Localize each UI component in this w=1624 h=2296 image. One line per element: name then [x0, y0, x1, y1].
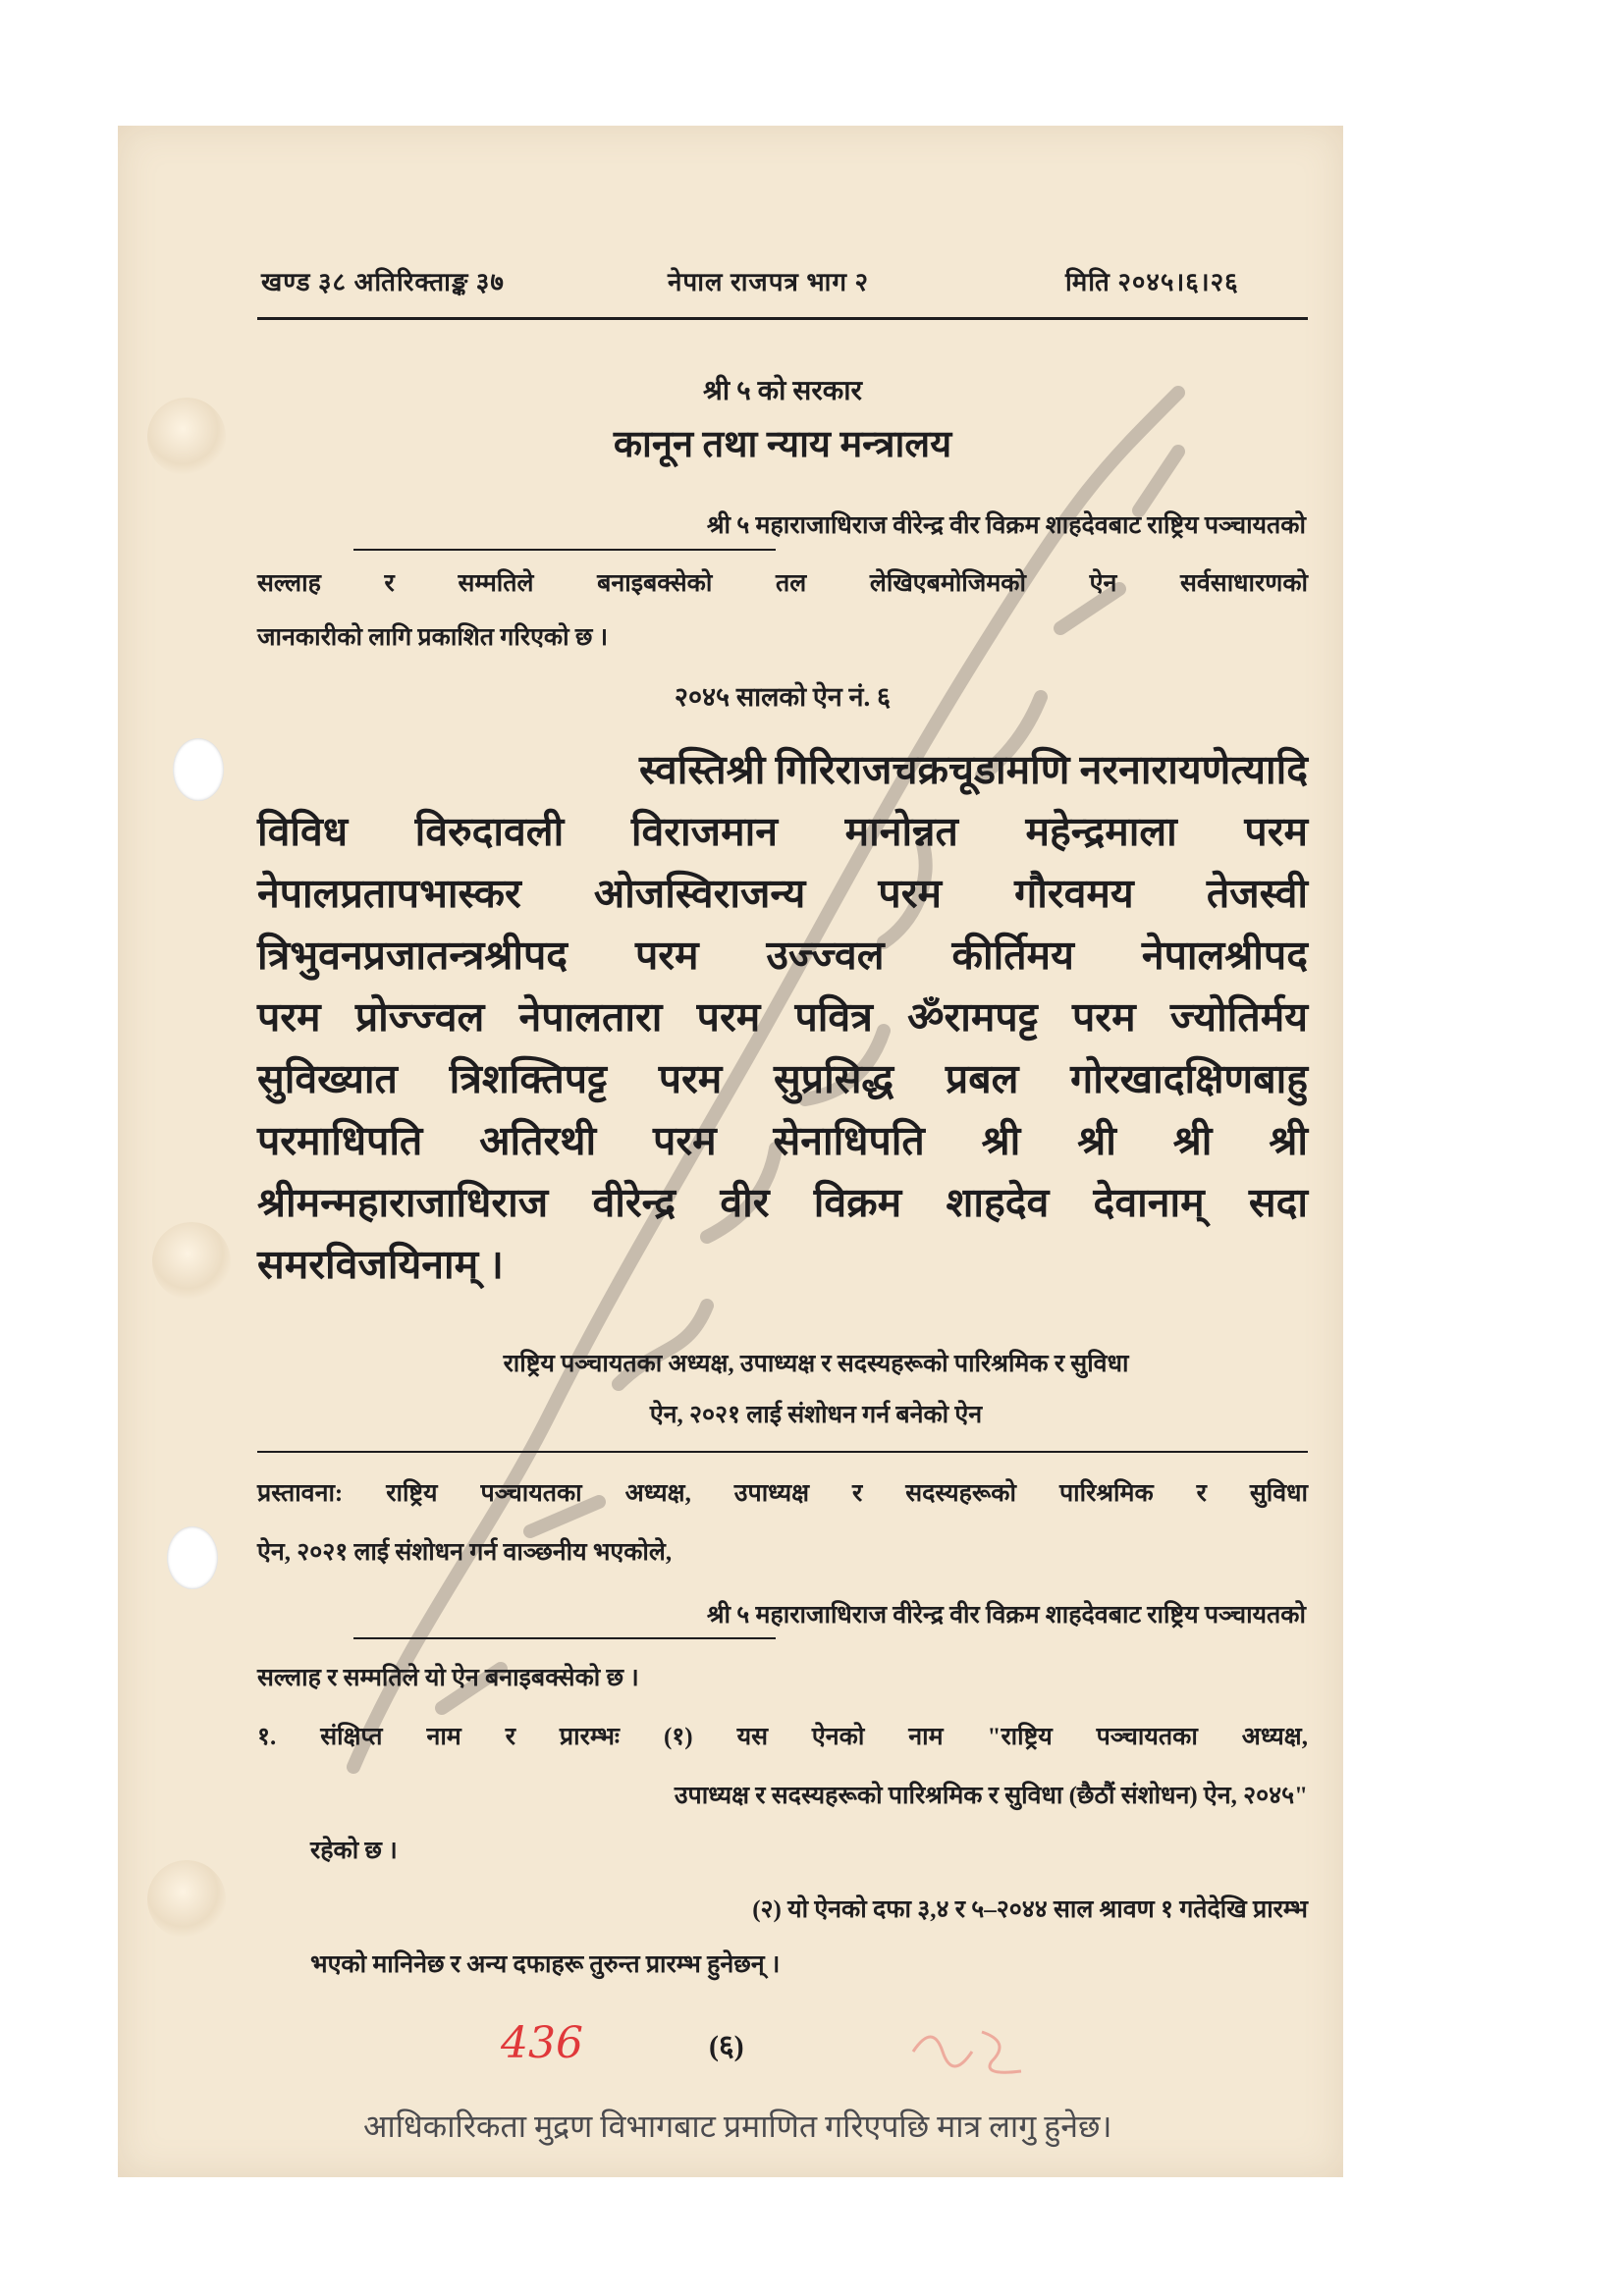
section-1-sub2-line: भएको मानिनेछ र अन्य दफाहरू तुरुन्त प्रारम्भ हुनेछन् । [310, 1951, 781, 1978]
government-heading: श्री ५ को सरकार [703, 376, 862, 406]
intro-line: जानकारीको लागि प्रकाशित गरिएको छ । [257, 624, 609, 651]
section-rule [257, 1451, 1308, 1453]
paper-dimple [152, 1222, 231, 1301]
invocation-line: समरविजयिनाम् । [257, 1242, 504, 1287]
section-1-line: उपाध्यक्ष र सदस्यहरूको पारिश्रमिक र सुविधा (छैठौं संशोधन) ऐन, २०४५" [674, 1783, 1308, 1809]
act-title: राष्ट्रिय पञ्चायतका अध्यक्ष, उपाध्यक्ष र सदस्यहरूको पारिश्रमिक र सुविधा [503, 1351, 1129, 1377]
invocation-line: श्रीमन्महाराजाधिराज वीरेन्द्र वीर विक्रम शाहदेव देवानाम् सदा [257, 1180, 1308, 1225]
enactment-line: श्री ५ महाराजाधिराज वीरेन्द्र वीर विक्रम शाहदेवबाट राष्ट्रिय पञ्चायतको [706, 1602, 1306, 1629]
invocation-line: त्रिभुवनप्रजातन्त्रश्रीपद परम उज्ज्वल कीर्तिमय नेपालश्रीपद [257, 933, 1308, 978]
invocation-line: नेपालप्रतापभास्कर ओजस्विराजन्य परम गौरवमय तेजस्वी [257, 871, 1308, 916]
preamble-line: प्रस्तावना: राष्ट्रिय पञ्चायतका अध्यक्ष, उपाध्यक्ष र सदस्यहरूको पारिश्रमिक र सुविधा [257, 1480, 1308, 1507]
ministry-heading: कानून तथा न्याय मन्त्रालय [613, 424, 952, 465]
page-number: (६) [709, 2030, 744, 2062]
invocation-line: विविध विरुदावली विराजमान मानोन्नत महेन्द्रमाला परम [257, 809, 1308, 854]
gazette-volume: खण्ड ३८ अतिरिक्ताङ्क ३७ [261, 268, 505, 296]
paper-dimple [147, 1860, 226, 1939]
faint-handwriting [903, 2012, 1051, 2081]
underline [353, 1637, 776, 1639]
gazette-name: नेपाल राजपत्र भाग २ [668, 268, 870, 296]
invocation-line: सुविख्यात त्रिशक्तिपट्ट परम सुप्रसिद्ध प्रबल गोरखादक्षिणबाहु [257, 1056, 1308, 1101]
invocation-line: स्वस्तिश्री गिरिराजचक्रचूडामणि नरनारायणेत्यादि [638, 747, 1308, 792]
invocation-line: परम प्रोज्ज्वल नेपालतारा परम पवित्र ॐरामपट्ट परम ज्योतिर्मय [257, 994, 1308, 1040]
underline [353, 549, 776, 551]
handwritten-page-number: 436 [501, 2018, 583, 2068]
section-1-line: १. संक्षिप्त नाम र प्रारम्भः (१) यस ऐनको नाम "राष्ट्रिय पञ्चायतका अध्यक्ष, [257, 1724, 1308, 1750]
section-1-sub2-line: (२) यो ऐनको दफा ३,४ र ५–२०४४ साल श्रावण १ गतेदेखि प्रारम्भ [752, 1896, 1308, 1923]
act-number: २०४५ सालको ऐन नं. ६ [674, 682, 892, 712]
punch-hole [167, 1526, 218, 1589]
invocation-line: परमाधिपति अतिरथी परम सेनाधिपति श्री श्री श्री श्री [257, 1118, 1308, 1163]
preamble-line: ऐन, २०२१ लाई संशोधन गर्न वाञ्छनीय भएकोले, [257, 1539, 673, 1566]
act-title: ऐन, २०२१ लाई संशोधन गर्न बनेको ऐन [649, 1402, 983, 1428]
intro-line: सल्लाह र सम्मतिले बनाइबक्सेको तल लेखिएबमोजिमको ऐन सर्वसाधारणको [257, 570, 1308, 597]
header-rule [257, 317, 1308, 320]
intro-line: श्री ५ महाराजाधिराज वीरेन्द्र वीर विक्रम शाहदेवबाट राष्ट्रिय पञ्चायतको [706, 512, 1306, 539]
enactment-line: सल्लाह र सम्मतिले यो ऐन बनाइबक्सेको छ । [257, 1665, 639, 1691]
gazette-date: मिति २०४५।६।२६ [1065, 268, 1239, 296]
paper-dimple [147, 398, 226, 476]
section-1-line: रहेको छ । [310, 1838, 398, 1864]
footer-note: आधिकारिकता मुद्रण विभागबाट प्रमाणित गरिएपछि मात्र लागु हुनेछ। [363, 2109, 1112, 2144]
punch-hole [173, 738, 224, 801]
